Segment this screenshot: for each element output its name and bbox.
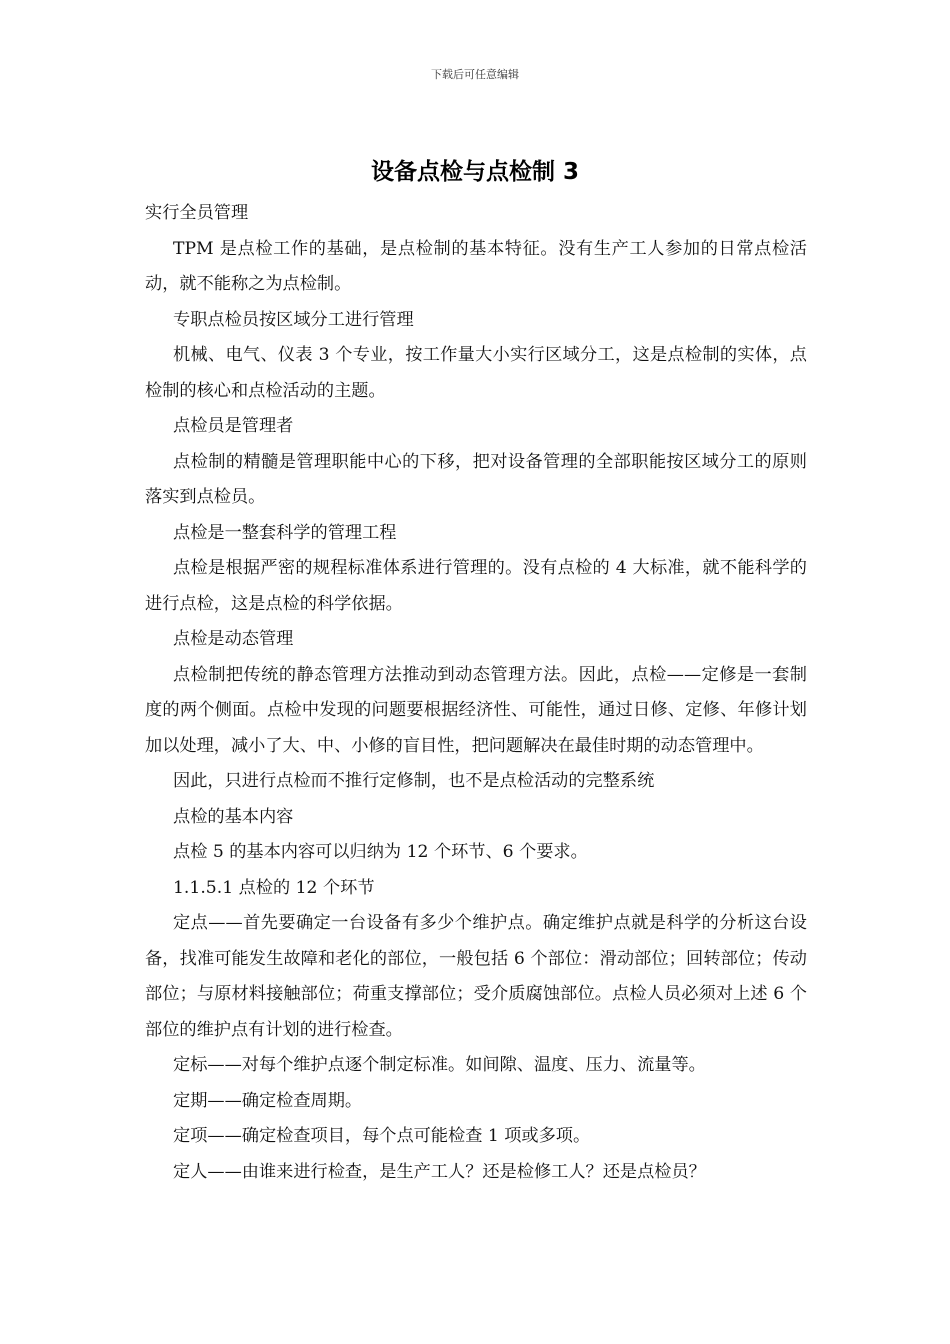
paragraph: 专职点检员按区域分工进行管理 bbox=[173, 309, 414, 330]
document-body bbox=[145, 196, 807, 1190]
paragraph: 点检制把传统的静态管理方法推动到动态管理方法。因此，点检——定修是一套制度的两个侧面。点检中发现的问题要根据经济性、可能性，通过日修、定修、年修计划加以处理，减小了大、中、小修的盲目性，把问题解决在最佳时期的动态管理中。 bbox=[145, 664, 807, 756]
paragraph: 点检制的精髓是管理职能中心的下移，把对设备管理的全部职能按区域分工的原则落实到点检员。 bbox=[145, 451, 807, 507]
paragraph: 点检的基本内容 bbox=[173, 806, 294, 827]
paragraph: 定标——对每个维护点逐个制定标准。如间隙、温度、压力、流量等。 bbox=[173, 1055, 706, 1075]
paragraph: 定期——确定检查周期。 bbox=[173, 1090, 363, 1111]
document-title: 设备点检与点检制 3 bbox=[370, 159, 579, 185]
paragraph: 点检是根据严密的规程标准体系进行管理的。没有点检的 4 大标准，就不能科学的进行点检，这是点检的科学依据。 bbox=[145, 558, 807, 614]
paragraph: 定项——确定检查项目，每个点可能检查 1 项或多项。 bbox=[173, 1126, 591, 1146]
paragraph: 定点——首先要确定一台设备有多少个维护点。确定维护点就是科学的分析这台设备，找准可能发生故障和老化的部位，一般包括 6 个部位：滑动部位；回转部位；传动部位；与原材料接触部位；荷重支撑部位；受介质腐蚀部位。点检人员必须对上述 6 个部位的维护点有计划的进行检查。 bbox=[145, 913, 807, 1040]
paragraph: 实行全员管理 bbox=[145, 203, 249, 223]
paragraph: 定人——由谁来进行检查，是生产工人？还是检修工人？还是点检员？ bbox=[173, 1161, 706, 1182]
paragraph: 点检是一整套科学的管理工程 bbox=[173, 522, 397, 543]
paragraph: 机械、电气、仪表 3 个专业，按工作量大小实行区域分工，这是点检制的实体，点检制的核心和点检活动的主题。 bbox=[145, 345, 807, 401]
paragraph: 点检 5 的基本内容可以归纳为 12 个环节、6 个要求。 bbox=[173, 842, 588, 862]
paragraph: 点检是动态管理 bbox=[173, 629, 294, 649]
paragraph: 因此，只进行点检而不推行定修制，也不是点检活动的完整系统 bbox=[173, 771, 655, 791]
paragraph: TPM 是点检工作的基础，是点检制的基本特征。没有生产工人参加的日常点检活动，就不能称之为点检制。 bbox=[145, 238, 807, 294]
paragraph: 1.1.5.1 点检的 12 个环节 bbox=[173, 877, 375, 898]
header-note: 下载后可任意编辑 bbox=[431, 68, 519, 81]
paragraph: 点检员是管理者 bbox=[173, 416, 294, 436]
